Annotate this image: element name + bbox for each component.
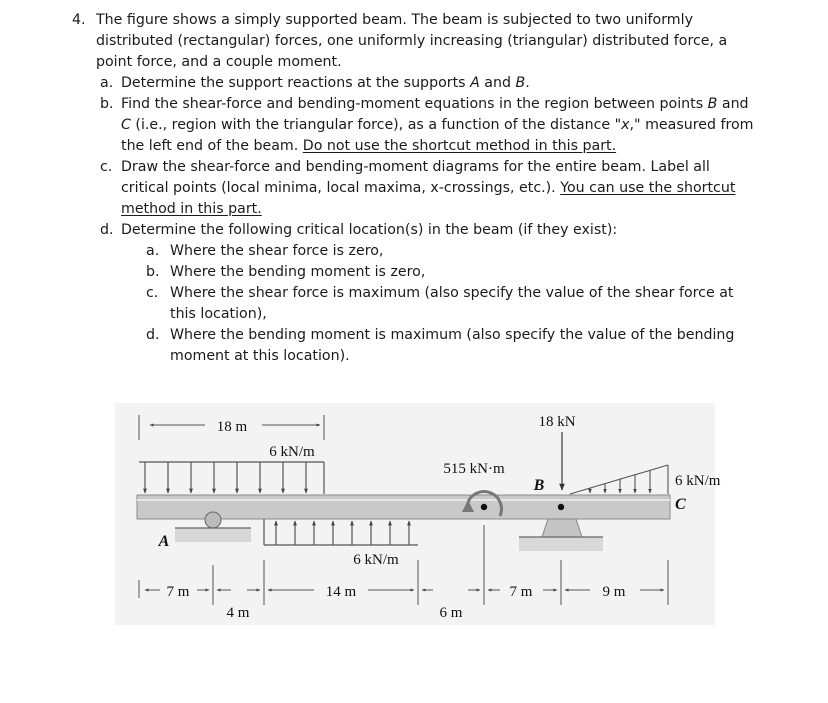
part-d-item: c. Where the shear force is maximum (also specify the value of the shear force at this location), — [146, 285, 734, 322]
part-a-text: Determine the support reactions at the supports A and B. — [121, 75, 530, 91]
dim-9m-label: 9 m — [602, 584, 626, 600]
label-a: A — [158, 533, 170, 550]
dim-6m-label: 6 m — [439, 605, 463, 621]
part-c-label: c. — [100, 159, 113, 175]
dim-4m-label: 4 m — [226, 605, 250, 621]
lower-load-label: 6 kN/m — [353, 552, 399, 568]
part-c-text: Draw the shear-force and bending-moment diagrams for the entire beam. Label all critical points (local minima, local maxima, x-crossings, etc.). You can use the shortcut method in this part. — [121, 159, 736, 217]
label-b: B — [533, 477, 545, 494]
moment-label: 515 kN·m — [443, 461, 505, 477]
part-c-underlined-note: You can use the shortcut method in this part. — [121, 180, 736, 217]
part-b-label: b. — [100, 96, 114, 112]
part-b-text: Find the shear-force and bending-moment equations in the region between points B and C (i.e., region with the triangular force), as a function of the distance "x," measured from the left end of the beam. Do not use the shortcut method in this part. — [121, 96, 754, 154]
dim-7m-left-label: 7 m — [166, 584, 190, 600]
intro-text: The figure shows a simply supported beam. The beam is subjected to two uniformly distributed (rectangular) forces, one uniformly increasing (triangular) distributed force, a point force, and a couple moment. — [96, 12, 728, 70]
part-d-label: d. — [100, 222, 114, 238]
part-b-underlined-note: Do not use the shortcut method in this part. — [302, 138, 617, 154]
label-c: C — [675, 496, 686, 513]
part-a-label: a. — [100, 75, 114, 91]
dim-14m-label: 14 m — [325, 584, 357, 600]
dim-18m-label: 18 m — [216, 419, 248, 435]
part-d-item: a. Where the shear force is zero, — [146, 243, 384, 259]
part-d-text: Determine the following critical location(s) in the beam (if they exist): — [121, 222, 618, 238]
part-d-item: b. Where the bending moment is zero, — [146, 264, 426, 280]
upper-load-label: 6 kN/m — [269, 444, 315, 460]
part-d-item: d. Where the bending moment is maximum (also specify the value of the bending moment at this location). — [146, 327, 735, 364]
dim-7m-right-label: 7 m — [509, 584, 533, 600]
triangular-load-label: 6 kN/m — [675, 473, 721, 489]
problem-number: 4. — [72, 12, 86, 28]
point-force-label: 18 kN — [538, 414, 576, 430]
